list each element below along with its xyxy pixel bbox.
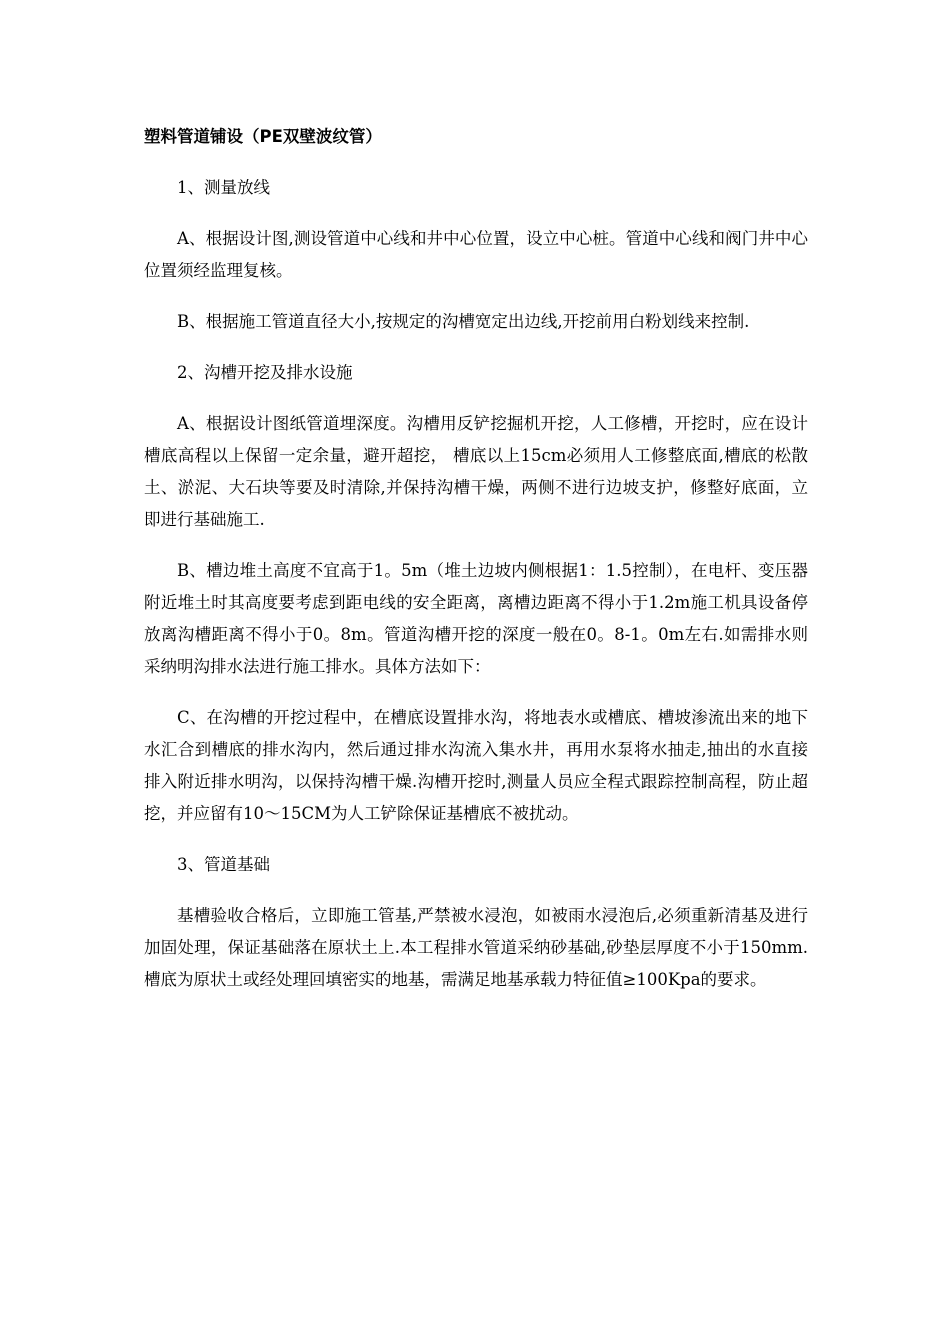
paragraph-trench-a: A、根据设计图纸管道埋深度。沟槽用反铲挖掘机开挖，人工修槽，开挖时，应在设计槽底高程以上保留一定余量，避开超挖， 槽底以上15cm必须用人工修整底面,槽底的松散土、淤泥、大石块等要及时清除,并保持沟槽干燥，两侧不进行边坡支护，修整好底面，立即进行基础施工. (144, 414, 808, 529)
paragraph-survey-a: A、根据设计图,测设管道中心线和井中心位置，设立中心桩。管道中心线和阀门井中心位置须经监理复核。 (144, 229, 808, 280)
document-page (144, 121, 808, 1015)
section-heading-survey: 1、测量放线 (177, 178, 270, 197)
section-heading-foundation: 3、管道基础 (177, 855, 270, 874)
document-title: 塑料管道铺设（PE双壁波纹管） (144, 127, 382, 146)
paragraph-foundation: 基槽验收合格后，立即施工管基,严禁被水浸泡，如被雨水浸泡后,必须重新清基及进行加固处理，保证基础落在原状土上.本工程排水管道采纳砂基础,砂垫层厚度不小于150mm.槽底为原状土或经处理回填密实的地基，需满足地基承载力特征值≥100Kpa的要求。 (144, 906, 808, 989)
paragraph-survey-b: B、根据施工管道直径大小,按规定的沟槽宽定出边线,开挖前用白粉划线来控制. (177, 312, 750, 331)
section-heading-trench: 2、沟槽开挖及排水设施 (177, 363, 353, 382)
paragraph-trench-b: B、槽边堆土高度不宜高于1。5m（堆土边坡内侧根据1：1.5控制），在电杆、变压器附近堆土时其高度要考虑到距电线的安全距离，离槽边距离不得小于1.2m施工机具设备停放离沟槽距离不得小于0。8m。管道沟槽开挖的深度一般在0。8-1。0m左右.如需排水则采纳明沟排水法进行施工排水。具体方法如下： (144, 561, 808, 676)
paragraph-trench-c: C、在沟槽的开挖过程中，在槽底设置排水沟，将地表水或槽底、槽坡渗流出来的地下水汇合到槽底的排水沟内，然后通过排水沟流入集水井，再用水泵将水抽走,抽出的水直接排入附近排水明沟，以保持沟槽干燥.沟槽开挖时,测量人员应全程式跟踪控制高程，防止超挖，并应留有10～15CM为人工铲除保证基槽底不被扰动。 (144, 708, 808, 823)
